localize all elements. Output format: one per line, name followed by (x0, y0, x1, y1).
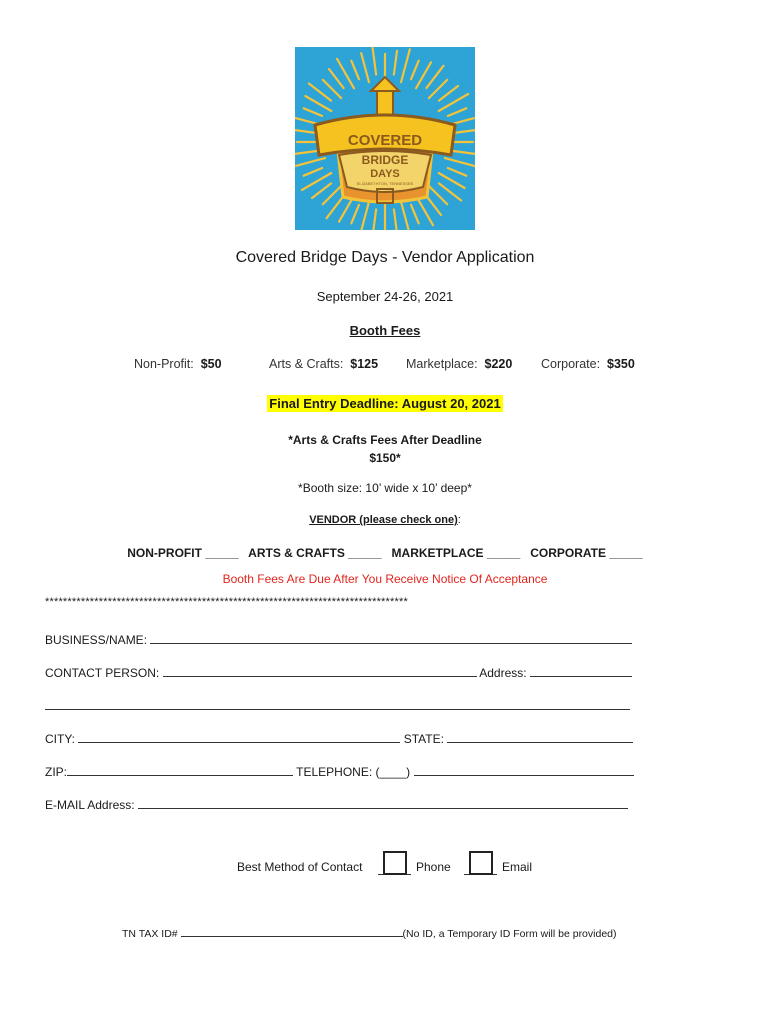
logo-tagline: ELIZABETHTON, TENNESSEE (356, 181, 414, 186)
fee-corporate: Corporate: $350 (541, 357, 635, 371)
logo-text-covered: COVERED (347, 132, 423, 149)
city-label: CITY: (45, 732, 76, 746)
deadline-highlight: Final Entry Deadline: August 20, 2021 (269, 396, 501, 411)
business-name-field[interactable] (45, 631, 632, 647)
fee-arts-crafts: Arts & Crafts: $125 (269, 357, 379, 371)
best-contact-label: Best Method of Contact (237, 860, 363, 874)
email-label: E-MAIL Address: (45, 798, 135, 812)
acceptance-notice: Booth Fees Are Due After You Receive Notice Of Acceptance (222, 572, 548, 586)
telephone-label: TELEPHONE: (____) (296, 765, 411, 779)
business-name-label: BUSINESS/NAME: (45, 633, 148, 647)
telephone-line[interactable] (414, 763, 634, 776)
final-deadline (0, 396, 770, 411)
tax-id-note: (No ID, a Temporary ID Form will be provided) (402, 928, 617, 940)
email-line[interactable] (138, 796, 628, 809)
page-title: Covered Bridge Days - Vendor Application (235, 249, 535, 266)
tax-id-row[interactable] (122, 926, 617, 940)
tax-id-label: TN TAX ID# (122, 928, 178, 940)
state-line[interactable] (447, 730, 633, 743)
vendor-check-label: VENDOR (please check one) (309, 514, 458, 526)
business-name-line[interactable] (150, 631, 632, 644)
zip-label: ZIP: (45, 765, 68, 779)
tax-id-line[interactable] (181, 926, 403, 937)
contact-person-row[interactable] (45, 664, 632, 680)
logo-text-bridge: BRIDGE (361, 153, 409, 167)
state-label: STATE: (403, 732, 444, 746)
address-continuation-line[interactable] (45, 697, 630, 710)
booth-fees-heading: Booth Fees (349, 323, 421, 338)
late-fee-line2: $150* (369, 451, 401, 465)
booth-size: *Booth size: 10’ wide x 10’ deep* (298, 481, 472, 495)
city-state-row[interactable] (45, 730, 633, 746)
vendor-check-instruction (0, 514, 770, 526)
fee-non-profit: Non-Profit: $50 (134, 357, 222, 371)
address-label: Address: (479, 666, 527, 680)
contact-person-label: CONTACT PERSON: (45, 666, 160, 680)
fee-marketplace: Marketplace: $220 (406, 357, 513, 371)
logo-text-days: DAYS (370, 168, 400, 180)
late-fee-notice (0, 431, 770, 467)
phone-option-label: Phone (416, 860, 451, 874)
city-line[interactable] (78, 730, 400, 743)
event-dates: September 24-26, 2021 (316, 289, 454, 304)
address-continuation-row[interactable] (45, 697, 630, 713)
phone-checkbox[interactable] (383, 851, 407, 875)
address-line[interactable] (530, 664, 632, 677)
late-fee-line1: *Arts & Crafts Fees After Deadline (288, 433, 482, 447)
vendor-check-suffix: : (457, 514, 461, 526)
email-row[interactable] (45, 796, 628, 812)
separator-stars: ********************************************************************************* (45, 596, 408, 608)
vendor-type-options[interactable]: NON-PROFIT _____ ARTS & CRAFTS _____ MARKETPLACE _____ CORPORATE _____ (127, 546, 643, 560)
contact-person-line[interactable] (163, 664, 477, 677)
zip-telephone-row[interactable] (45, 763, 634, 779)
zip-line[interactable] (67, 763, 293, 776)
covered-bridge-days-logo (295, 47, 475, 230)
email-option-label: Email (502, 860, 533, 874)
email-checkbox[interactable] (469, 851, 493, 875)
